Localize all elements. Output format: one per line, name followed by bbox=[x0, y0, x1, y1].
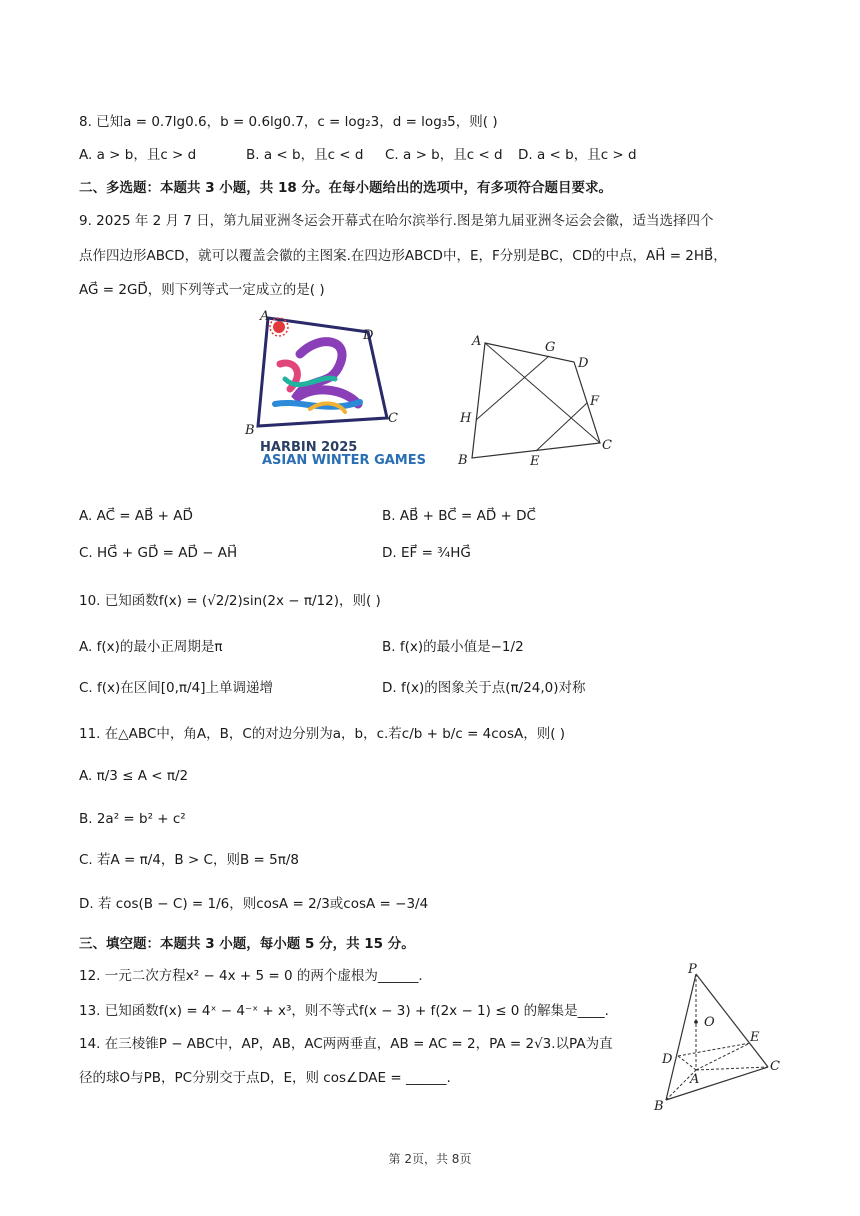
q9-line-1: 9. 2025 年 2 月 7 日，第九届亚洲冬运会开幕式在哈尔滨举行.图是第九届亚洲冬运会会徽，适当选择四个 bbox=[79, 213, 714, 229]
q9-option-c: C. HG⃗ + GD⃗ = AD⃗ − AH⃗ bbox=[79, 545, 238, 561]
quad-label-a: A bbox=[472, 334, 482, 349]
pyramid-label-b: B bbox=[654, 1099, 664, 1114]
quadrilateral-figure bbox=[452, 326, 622, 471]
logo-label-c: C bbox=[388, 411, 398, 426]
q9-option-a: A. AC⃗ = AB⃗ + AD⃗ bbox=[79, 508, 193, 524]
q9-line-3: AG⃗ = 2GD⃗，则下列等式一定成立的是( ) bbox=[79, 282, 325, 298]
quad-label-d: D bbox=[578, 356, 589, 371]
q8-option-d: D. a < b，且c > d bbox=[518, 147, 637, 163]
logo-text-games: ASIAN WINTER GAMES bbox=[262, 453, 426, 468]
logo-label-a: A bbox=[260, 309, 270, 324]
q10-stem: 10. 已知函数f(x) = (√2/2)sin(2x − π/12)，则( ) bbox=[79, 593, 381, 609]
pyramid-label-d: D bbox=[662, 1052, 673, 1067]
q14-line-2: 径的球O与PB，PC分别交于点D，E，则 cos∠DAE = ______. bbox=[79, 1070, 451, 1086]
q8-option-a: A. a > b，且c > d bbox=[79, 147, 197, 163]
pyramid-label-p: P bbox=[688, 962, 697, 977]
quad-label-g: G bbox=[545, 340, 556, 355]
quad-label-h: H bbox=[460, 411, 472, 426]
pyramid-label-c: C bbox=[770, 1059, 780, 1074]
asian-games-emblem-figure bbox=[240, 304, 426, 469]
q11-option-b: B. 2a² = b² + c² bbox=[79, 811, 186, 827]
q13: 13. 已知函数f(x) = 4ˣ − 4⁻ˣ + x³，则不等式f(x − 3) + f(2x − 1) ≤ 0 的解集是____. bbox=[79, 1003, 609, 1019]
q9-option-b: B. AB⃗ + BC⃗ = AD⃗ + DC⃗ bbox=[382, 508, 536, 524]
quad-label-c: C bbox=[602, 438, 612, 453]
q10-option-c: C. f(x)在区间[0,π/4]上单调递增 bbox=[79, 680, 273, 696]
page-footer: 第 2页，共 8页 bbox=[388, 1152, 472, 1166]
q11-option-d: D. 若 cos(B − C) = 1/6，则cosA = 2/3或cosA = −3/4 bbox=[79, 896, 429, 912]
q12: 12. 一元二次方程x² − 4x + 5 = 0 的两个虚根为______. bbox=[79, 968, 423, 984]
logo-label-d: D bbox=[363, 328, 374, 343]
q10-option-b: B. f(x)的最小值是−1/2 bbox=[382, 639, 524, 655]
logo-label-b: B bbox=[245, 423, 255, 438]
q8-option-b: B. a < b，且c < d bbox=[246, 147, 364, 163]
q10-option-a: A. f(x)的最小正周期是π bbox=[79, 639, 223, 655]
q8-stem: 8. 已知a = 0.7lg0.6，b = 0.6lg0.7，c = log₂3，d = log₃5，则( ) bbox=[79, 114, 498, 130]
q11-option-a: A. π/3 ≤ A < π/2 bbox=[79, 768, 189, 784]
pyramid-figure bbox=[650, 960, 790, 1112]
section-2-heading: 二、多选题：本题共 3 小题，共 18 分。在每小题给出的选项中，有多项符合题目要求。 bbox=[79, 180, 612, 196]
q8-option-c: C. a > b，且c < d bbox=[385, 147, 503, 163]
sun-icon bbox=[273, 321, 285, 333]
q9-option-d: D. EF⃗ = ¾HG⃗ bbox=[382, 545, 471, 561]
quad-label-f: F bbox=[590, 394, 600, 409]
pyramid-label-e: E bbox=[750, 1030, 760, 1045]
q9-line-2: 点作四边形ABCD，就可以覆盖会徽的主图案.在四边形ABCD中，E，F分别是BC，CD的中点，AH⃗ = 2HB⃗， bbox=[79, 248, 727, 264]
pyramid-label-a: A bbox=[690, 1072, 700, 1087]
pyramid-label-o: O bbox=[704, 1015, 715, 1030]
quad-label-e: E bbox=[530, 454, 540, 469]
q10-option-d: D. f(x)的图象关于点(π/24,0)对称 bbox=[382, 680, 586, 696]
q11-option-c: C. 若A = π/4，B > C，则B = 5π/8 bbox=[79, 852, 299, 868]
q14-line-1: 14. 在三棱锥P − ABC中，AP，AB，AC两两垂直，AB = AC = 2，PA = 2√3.以PA为直 bbox=[79, 1036, 613, 1052]
q11-stem: 11. 在△ABC中，角A，B，C的对边分别为a，b，c.若c/b + b/c = 4cosA，则( ) bbox=[79, 726, 566, 742]
section-3-heading: 三、填空题：本题共 3 小题，每小题 5 分，共 15 分。 bbox=[79, 936, 415, 952]
quad-label-b: B bbox=[458, 453, 468, 468]
logo-text-harbin: HARBIN 2025 bbox=[260, 440, 358, 455]
